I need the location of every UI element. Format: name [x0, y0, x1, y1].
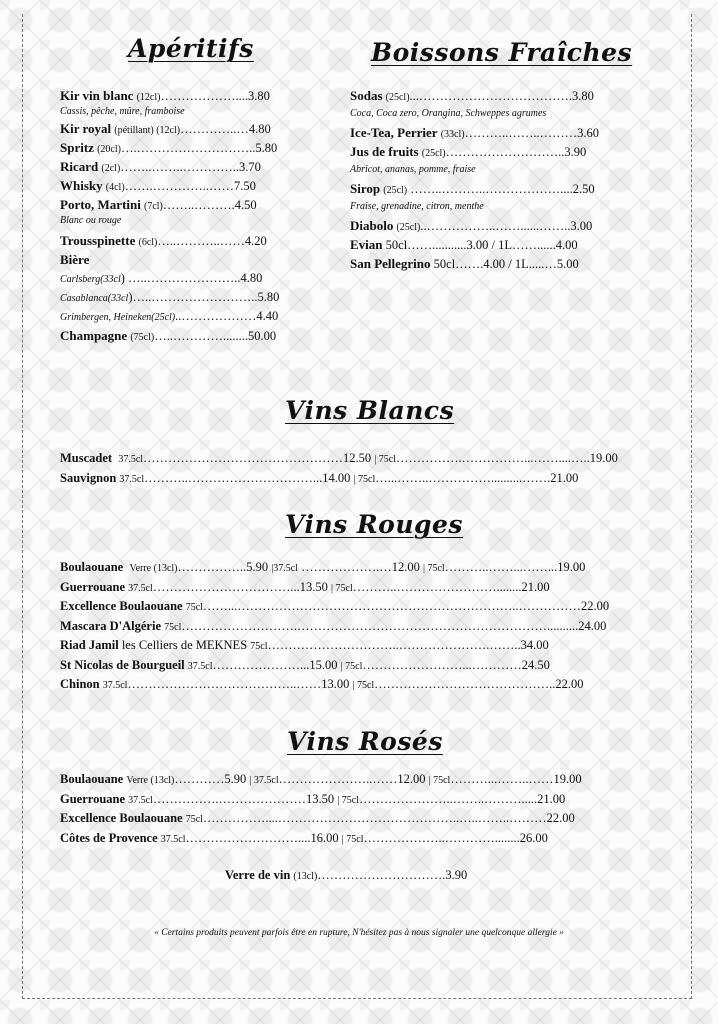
- menu-item: Ricard (2cl)……..……..…………..3.70: [60, 159, 261, 174]
- heading-boissons-fraiches: Boissons Fraîches: [371, 38, 633, 67]
- wine-row: Verre de vin (13cl)………………………….3.90: [225, 868, 468, 882]
- menu-item: Sirop (25cl) ……..………..………………....2.50: [350, 181, 595, 196]
- menu-item: Spritz (20cl)….………………………..5.80: [60, 140, 278, 155]
- menu-item: Casablanca(33cl)…..……………………..5.80: [60, 290, 280, 304]
- menu-item: San Pellegrino 50cl…….4.00 / 1L.....…5.00: [350, 256, 579, 271]
- wine-row: Sauvignon 37.5cl………..…………………………...14.00 | 75cl…...……..……………..........…….21.00: [60, 470, 579, 485]
- wine-row: Riad Jamil les Celliers de MEKNES 75cl…………………………..………………….……..34.00: [60, 638, 549, 652]
- verre-de-vin: [225, 866, 467, 886]
- boissons-list: [350, 86, 599, 273]
- wine-row: Excellence Boulaouane 75cl……………....……………………………………..…..……..………22.00: [60, 811, 575, 825]
- menu-item: Bière: [60, 252, 90, 267]
- wine-row: Muscadet 37.5cl…………………………………………12.50 | 75cl…………….……………...……....…..19.00: [60, 451, 618, 465]
- wine-row: Chinon 37.5cl…………………………………..……13.00 | 75cl……………………………………..22.00: [60, 677, 584, 691]
- wine-row: Côtes de Provence 37.5cl………………………....16.00 | 75cl………………..…………........26.00: [60, 830, 548, 845]
- menu-item: Grimbergen, Heineken(25cl)..………………4.40: [60, 309, 279, 323]
- menu-item: Champagne (75cl)…..…………........50.00: [60, 328, 277, 343]
- wine-row: Mascara D'Algérie 75cl……………………….……………………………………………………..........24.00: [60, 618, 607, 633]
- menu-item: Trousspinette (6cl)…..………..……4.20: [60, 233, 267, 248]
- heading-vins-roses: Vins Rosés: [287, 727, 443, 756]
- wine-row: Excellence Boulaouane 75cl……...…………………………………………………………..……………22.00: [60, 599, 610, 613]
- aperitifs-list: [60, 86, 279, 345]
- item-description: Coca, Coca zero, Orangina, Schweppes agrumes: [350, 108, 547, 119]
- menu-item: Sodas (25cl)...……………………………….3.80: [350, 88, 594, 103]
- wine-row: Guerrouane 37.5cl…………….…………………13.50 | 75cl…………………..……..……….....21.00: [60, 791, 566, 806]
- menu-item: Evian 50cl……...........3.00 / 1L……......4.00: [350, 237, 578, 252]
- menu-item: Ice-Tea, Perrier (33cl)………..……..………3.60: [350, 125, 599, 140]
- vins-roses-list: [60, 770, 582, 848]
- menu-item: Kir royal (pétillant) (12cl)…………..…4.80: [60, 121, 271, 136]
- menu-item: Kir vin blanc (12cl)………………....3.80: [60, 88, 270, 103]
- menu-item: Porto, Martini (7cl)……..……….4.50: [60, 197, 257, 212]
- wine-row: St Nicolas de Bourgueil 37.5cl…………………...15.00 | 75cl……………………...…………24.50: [60, 657, 550, 672]
- item-description: Cassis, pêche, mûre, framboise: [60, 106, 185, 117]
- wine-row: Guerrouane 37.5cl……………………………...13.50 | 75cl………..……………………........21.00: [60, 579, 550, 594]
- item-description: Abricot, ananas, pomme, fraise: [350, 164, 476, 175]
- allergy-note: « Certains produits peuvent parfois être en rupture, N'hésitez pas à nous signaler une quelconque allergie »: [154, 928, 564, 938]
- item-description: Blanc ou rouge: [60, 215, 122, 226]
- menu-item: Jus de fruits (25cl)………………………..3.90: [350, 144, 587, 159]
- wine-row: Boulaouane Verre (13cl)……………..5.90 |37.5cl ……………….…12.00 | 75cl………..……...……...19.00: [60, 560, 586, 574]
- item-description: Fraise, grenadine, citron, menthe: [350, 201, 484, 212]
- heading-aperitifs: Apéritifs: [128, 34, 254, 63]
- vins-rouges-list: [60, 558, 609, 695]
- menu-item: Whisky (4cl)…….…………..……7.50: [60, 178, 256, 193]
- heading-vins-blancs: Vins Blancs: [285, 396, 455, 425]
- wine-row: Boulaouane Verre (13cl)…………5.90 | 37.5cl…………………..……12.00 | 75cl………...……..……19.00: [60, 772, 582, 786]
- menu-item: Diabolo (25cl)..……………..……......……..3.00: [350, 218, 593, 233]
- heading-vins-rouges: Vins Rouges: [285, 510, 463, 539]
- vins-blancs-list: [60, 449, 618, 488]
- menu-item: Carlsberg(33cl) …..…………………..4.80: [60, 271, 263, 285]
